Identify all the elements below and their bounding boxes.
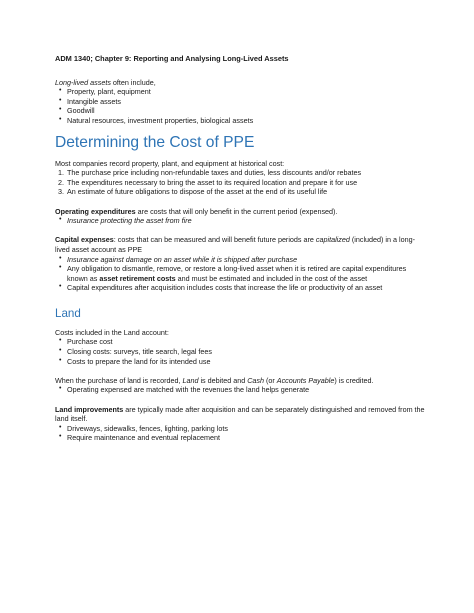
opex-bullet-list	[55, 216, 425, 226]
capex-paragraph	[55, 235, 425, 254]
opex-term: Operating expenditures	[55, 206, 136, 216]
accounts-payable-word: Accounts Payable	[276, 375, 335, 385]
list-item: • Intangible assets	[55, 97, 425, 107]
list-item	[55, 178, 425, 188]
spacer	[55, 366, 425, 376]
list-item: • Insurance protecting the asset from fire	[55, 216, 425, 226]
capex-text-end: (included) in a long-lived asset account as PPE	[55, 235, 415, 254]
document-title: ADM 1340; Chapter 9: Reporting and Analysing Long-Lived Assets	[55, 54, 289, 63]
ppe-lead: Most companies record property, plant, and equipment at historical cost:	[55, 158, 285, 168]
list-item: • Capital expenditures after acquisition includes costs that increase the life or productivity of an asset	[55, 283, 425, 293]
list-item: • Goodwill	[55, 106, 425, 116]
page-content	[55, 54, 425, 443]
spacer	[55, 226, 425, 236]
section-heading-land: Land	[55, 306, 81, 320]
asset-retirement-term: asset retirement costs	[99, 273, 176, 283]
land-improvements-text: are typically made after acquisition and can be separately distinguished and removed from the land itself.	[55, 404, 425, 424]
land-purchase-paragraph	[55, 376, 425, 386]
land-lead: Costs included in the Land account:	[55, 327, 169, 337]
list-item: • Property, plant, equipment	[55, 87, 425, 97]
list-item: • Operating expensed are matched with the revenues the land helps generate	[55, 385, 425, 395]
list-item: • Require maintenance and eventual replacement	[55, 433, 425, 443]
list-text-end: and must be estimated and included in the cost of the asset	[175, 273, 368, 283]
spacer	[55, 395, 425, 405]
land-improvements-paragraph	[55, 405, 425, 424]
opex-text: are costs that will only benefit in the current period (expensed).	[135, 206, 338, 216]
capex-term: Capital expenses	[55, 235, 114, 245]
land-improvements-term: Land improvements	[55, 404, 124, 414]
list-item: • Costs to prepare the land for its intended use	[55, 357, 425, 367]
list-number: 1.	[58, 168, 64, 178]
list-item: • Closing costs: surveys, title search, legal fees	[55, 347, 425, 357]
list-item: • Natural resources, investment properties, biological assets	[55, 116, 425, 126]
intro-lead-rest: often include,	[110, 77, 156, 87]
list-text: Any obligation to dismantle, remove, or restore a long-lived asset when it is retired are capital expenditures known as	[67, 264, 407, 283]
list-number: 3.	[58, 187, 64, 197]
list-text: The expenditures necessary to bring the asset to its required location and prepare it for use	[67, 177, 358, 187]
text-run: ) is credited.	[334, 375, 374, 385]
list-item	[55, 168, 425, 178]
intro-bullet-list	[55, 87, 425, 125]
intro-paragraph	[55, 78, 425, 88]
list-item	[55, 187, 425, 197]
list-item: • Insurance against damage on an asset while it is shipped after purchase	[55, 255, 425, 265]
text-run: When the purchase of land is recorded,	[55, 375, 183, 385]
capex-bullet-list	[55, 255, 425, 293]
land-word: Land	[182, 375, 199, 385]
capex-capitalized: capitalized	[315, 235, 350, 245]
list-item: • Purchase cost	[55, 337, 425, 347]
section-heading-ppe: Determining the Cost of PPE	[55, 133, 255, 151]
list-text: An estimate of future obligations to dispose of the asset at the end of its useful life	[67, 187, 328, 197]
opex-paragraph	[55, 207, 425, 217]
land-purchase-bullet-list	[55, 385, 425, 395]
ppe-numbered-list	[55, 168, 425, 197]
list-item: • Driveways, sidewalks, fences, lighting, parking lots	[55, 424, 425, 434]
land-bullet-list	[55, 337, 425, 366]
text-run: is debited and	[198, 375, 248, 385]
text-run: (or	[264, 375, 277, 385]
land-improvements-bullet-list	[55, 424, 425, 443]
list-text: The purchase price including non-refundable taxes and duties, less discounts and/or rebates	[67, 168, 362, 178]
list-number: 2.	[58, 177, 64, 187]
spacer	[55, 197, 425, 207]
capex-text: : costs that can be measured and will benefit future periods are	[113, 235, 316, 245]
cash-word: Cash	[247, 375, 264, 385]
intro-lead-term: Long-lived assets	[55, 77, 111, 87]
list-item	[55, 264, 425, 283]
